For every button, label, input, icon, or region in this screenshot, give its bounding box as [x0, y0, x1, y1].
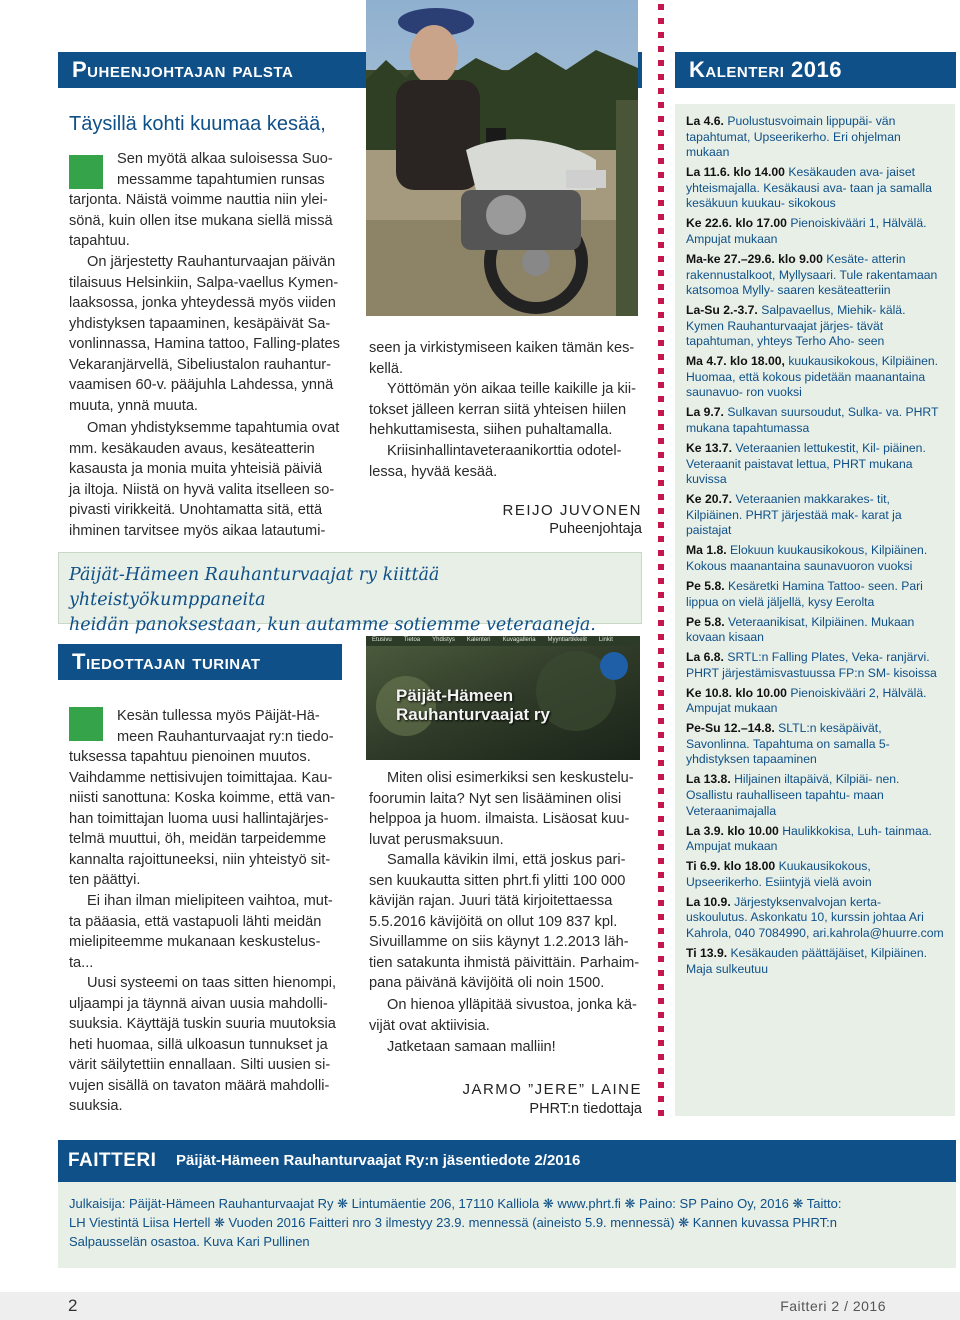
info-paragraph-1: [69, 706, 344, 891]
chair-paragraph-3: [69, 418, 344, 541]
calendar-entry: [686, 165, 950, 212]
info-paragraph-2: [69, 891, 344, 973]
info-signature-name: JARMO ”JERE” LAINE: [462, 1081, 642, 1098]
chair-p2-line: laaksossa, jonka yhteydessä myös viiden: [69, 295, 336, 311]
website-title: [396, 686, 550, 724]
page-number: 2: [68, 1296, 78, 1315]
calendar-entry-date: La 4.6.: [686, 114, 724, 128]
calendar-entry-text: Salpavaellus, Miehik- kälä. Kymen Rauhanturvaajat järjes- tävät tapahtuman, yhteys Terho Aho- seen: [686, 303, 906, 349]
calendar-entry-date: Ke 20.7.: [686, 492, 733, 507]
calendar-entry: [686, 492, 950, 539]
info-p3-line: suuksia. Käyttäjä tuskin suuria muutoksia: [69, 1016, 336, 1032]
calendar-entry-text: Kesäte- atterin rakennustalkoot, Myllysaari. Tule rakentamaan katsomoa Mylly- saaren kesäteatteriin: [686, 251, 938, 298]
website-screenshot: [366, 636, 640, 760]
info-column-header: Tiedottajan turinat: [58, 644, 342, 680]
calendar-entry-date: La 13.8.: [686, 772, 731, 787]
info-p3-line: uljaampi ja täynnä aivan uusia mahdolli-: [69, 995, 328, 1012]
calendar-entry-text: Veteraanien lettukestit, Kil- piäinen. Veteraanit paistavat lettua, PHRT mukana kuvissa: [686, 441, 926, 487]
info-p4-line: Miten olisi esimerkiksi sen keskustelu-: [387, 770, 634, 786]
info-p2-line: Ei ihan ilman mielipiteen vaihtoa, mut-: [87, 893, 333, 909]
calendar-entry-text: SRTL:n Falling Plates, Veka- ranjärvi. PHRT järjestämisvastuussa FP:n SM- kisoissa: [686, 650, 937, 680]
info-p1-line: niisti sanottuna: Koska koimme, että van-: [69, 790, 336, 806]
chair-p5-line: tokset jälleen kerran siitä yhteisen hiilen: [369, 401, 627, 418]
chair-p3-line: Oman yhdistyksemme tapahtumia ovat: [87, 420, 340, 436]
calendar-entry-text: Veteraanikisat, Kilpiäinen. Mukaan kovaan kisaan: [686, 614, 915, 645]
calendar-entry-text: Veteraanien makkarakes- tit, Kilpiäinen. PHRT järjestää mak- karat ja paistajat: [686, 492, 902, 538]
website-title-line: Rauhanturvaajat ry: [396, 705, 550, 724]
chair-p6-line: Kriisinhallintaveteraanikorttia odotel-: [387, 443, 622, 459]
chair-paragraph-5: [369, 379, 642, 441]
info-p5-line: pana päivänä kävijöitä oli noin 1500.: [369, 975, 605, 991]
sponsor-thanks-line: heidän panoksestaan, kun autamme sotiemme veteraaneja.: [69, 615, 596, 635]
calendar-entry: [686, 721, 950, 768]
calendar-header: Kalenteri 2016: [675, 52, 956, 88]
calendar-entry-date: Ma-ke 27.–29.6. klo 9.00: [686, 251, 823, 266]
info-p2-line: mielipiteemme mukanaan keskustelus-: [69, 934, 321, 950]
chairman-motorcycle-photo: [366, 0, 638, 316]
calendar-entry-text: Pienoiskivääri 2, Hälvälä. Ampujat mukaan: [686, 685, 927, 716]
info-p2-line: ta...: [69, 954, 94, 971]
calendar-entry: [686, 946, 950, 977]
info-p6-line: vijät ovat aktiivisia.: [369, 1017, 490, 1034]
calendar-entry-date: Ti 13.9.: [686, 945, 728, 960]
info-p1-line: meen Rauhanturvaajat ry:n tiedo-: [117, 728, 334, 745]
info-p1-line: telmä muuttui, öh, meidän tarpeidemme: [69, 831, 327, 847]
calendar-entry-date: La 10.9.: [686, 894, 731, 909]
calendar-entry-date: Pe-Su 12.–14.8.: [686, 721, 775, 736]
calendar-entry-text: Elokuun kuukausikokous, Kilpiäinen. Kokous maanantaina saunavuoron vuoksi: [686, 543, 928, 573]
calendar-entry-text: Kesäkauden ava- jaiset yhteismajalla. Kesäkausi ava- taan ja samalla kesäkuun kuukau- sikokous: [686, 165, 932, 211]
info-paragraph-7: [387, 1037, 642, 1058]
chair-p1-line: Sen myötä alkaa suloisessa Suo-: [117, 151, 333, 167]
chair-article-title: Täysillä kohti kuumaa kesää,: [69, 113, 326, 135]
calendar-entry-text: Järjestyksenvalvojan kerta- uskoulutus. Askonkatu 10, kurssin johtaa Ari Kahrola, 040 7084990, ari.kahrola@huurre.com: [686, 894, 944, 940]
chair-p4-line: seen ja virkistymiseen kaiken tämän kes-: [369, 340, 635, 356]
info-p4-line: helppoa ja huom. ilmaista. Lisäosat kuu-: [369, 811, 630, 827]
info-signature-role: PHRT:n tiedottaja: [529, 1101, 642, 1117]
chair-p4-line: kellä.: [369, 360, 404, 377]
website-nav-item: Tietoa: [403, 637, 421, 643]
calendar-entry-date: Pe 5.8.: [686, 614, 725, 629]
chair-p3-line: pivasti virikkeitä. Unohtamatta sitä, että: [69, 502, 323, 518]
info-p5-line: 5.5.2016 kävijöitä on ollut 109 837 kpl.: [369, 913, 618, 930]
info-paragraph-3: [69, 973, 344, 1117]
website-nav-item: Kalenteri: [466, 637, 491, 643]
info-p3-line: suuksia.: [69, 1098, 123, 1114]
chair-p3-line: mm. kesäkauden avaus, kesäteatterin: [69, 440, 315, 457]
calendar-entry-date: Ke 13.7.: [686, 441, 733, 456]
info-p1-line: Kesän tullessa myös Päijät-Hä-: [117, 708, 320, 724]
calendar-entry: [686, 303, 950, 350]
website-nav-item: Myyntiartikkelit: [547, 637, 587, 643]
calendar-entry: [686, 252, 950, 299]
calendar-list: [686, 114, 950, 982]
info-p1-line: ten päättyi.: [69, 872, 141, 888]
calendar-entry-text: Kesäkauden päättäjäiset, Kilpiäinen. Maja sulkeutuu: [686, 945, 927, 976]
calendar-entry-date: Ma 1.8.: [686, 543, 727, 558]
calendar-entry-date: La-Su 2.-3.7.: [686, 303, 758, 318]
info-p3-line: värit säilytettiin ennallaan. Silti uusien si-: [69, 1057, 331, 1073]
info-p5-line: sen kuukautta sitten phrt.fi ylitti 100 000: [369, 872, 626, 889]
calendar-entry-date: La 6.8.: [686, 650, 724, 665]
calendar-entry: [686, 114, 950, 161]
website-nav-item: Etusivu: [372, 637, 392, 643]
calendar-entry: [686, 686, 950, 717]
chair-p2-line: muuta, ynnä muuta.: [69, 397, 198, 414]
calendar-entry: [686, 772, 950, 819]
chair-p2-line: On järjestetty Rauhanturvaajan päivän: [87, 254, 336, 270]
calendar-entry-text: Pienoiskivääri 1, Hälvälä. Ampujat mukaan: [686, 216, 927, 246]
footer-colophon: [58, 1182, 956, 1268]
sponsor-thanks-line: Päijät-Hämeen Rauhanturvaajat ry kiittää yhteistyökumppaneita: [69, 565, 440, 610]
chair-p2-line: tilaisuus Helsinkiin, Salpa-vaellus Kymen-: [69, 274, 339, 291]
chair-p1-line: tapahtuu.: [69, 233, 130, 249]
calendar-entry-date: Pe 5.8.: [686, 578, 725, 593]
footer-subtitle: Päijät-Hämeen Rauhanturvaajat Ry:n jäsentiedote 2/2016: [176, 1152, 581, 1169]
info-p1-line: han toimittajan luoma uusi hallintajärjes-: [69, 810, 329, 827]
info-paragraph-5: [369, 850, 642, 994]
chair-paragraph-1: [69, 149, 344, 252]
info-p7-line: Jatketaan samaan malliin!: [387, 1039, 556, 1055]
calendar-entry-text: kuukausikokous, Kilpiäinen. Huomaa, että kokous pidetään maanantaina saunavuo- ron vuoksi: [686, 354, 939, 400]
issue-label: Faitteri 2 / 2016: [780, 1298, 886, 1314]
chair-signature-role: Puheenjohtaja: [549, 521, 642, 537]
info-p3-line: vujen sisällä on tavaton määrä mahdolli-: [69, 1077, 330, 1094]
calendar-entry-text: Puolustusvoimain lippupäi- vän tapahtumat, Upseerikerho. Eri ohjelman mukaan: [686, 114, 901, 160]
footer-title-bar: [58, 1140, 956, 1182]
info-p5-line: Sivuillamme on siis käynyt 1.2.2013 läh-: [369, 934, 629, 950]
calendar-entry-date: Ke 10.8. klo 10.00: [686, 685, 787, 700]
info-paragraph-4: [369, 768, 642, 850]
info-paragraph-6: [369, 995, 642, 1036]
info-p1-line: kannalta rajoittuneeksi, niin yhteistyö sit-: [69, 851, 331, 868]
calendar-entry-date: Ti 6.9. klo 18.00: [686, 859, 776, 874]
calendar-entry: [686, 579, 950, 610]
calendar-entry: [686, 650, 950, 681]
website-nav-item: Kuvagalleria: [502, 637, 536, 643]
chair-p2-line: Vekaranjärvellä, Sibeliustalon rauhantur-: [69, 356, 332, 373]
colophon-line: Julkaisija: Päijät-Hämeen Rauhanturvaajat Ry ❋ Lintumäentie 206, 17110 Kalliola ❋ www.phrt.fi ❋ Paino: SP Paino Oy, 2016 ❋ Taitto:: [69, 1196, 842, 1211]
chair-p3-line: ja iltoja. Niistä on hyvä valita itselleen so-: [69, 481, 335, 498]
calendar-panel: [675, 104, 955, 1116]
chair-p2-line: yhdistyksen tapaaminen, kesäpäivät Sa-: [69, 315, 331, 332]
website-nav-item: Yhdistys: [432, 637, 455, 643]
info-p5-line: kävijän rajan. Juuri tätä kirjoitettaessa: [369, 893, 613, 909]
info-p4-line: foorumin laita? Nyt sen lisääminen olisi: [369, 790, 622, 807]
page-footer-strip: [0, 1292, 960, 1320]
chair-p2-line: vonlinnassa, Hamina tattoo, Falling-plates: [69, 336, 340, 352]
calendar-entry-text: SLTL:n kesäpäivät, Savonlinna. Tapahtuma on samalla 5- yhdistyksen tapaaminen: [686, 721, 890, 767]
info-p5-line: tien satakunta ihmistä päivittäin. Parhaim-: [369, 954, 640, 971]
dotted-divider: [658, 4, 664, 1116]
chair-column-header: Puheenjohtajan palsta: [58, 52, 642, 88]
calendar-entry: [686, 543, 950, 574]
website-title-line: Päijät-Hämeen: [396, 686, 514, 705]
calendar-entry-date: Ma 4.7. klo 18.00,: [686, 354, 785, 369]
calendar-entry-date: La 3.9. klo 10.00: [686, 823, 779, 838]
info-p1-line: tuksessa tapahtuu pienoinen muutos.: [69, 749, 311, 765]
calendar-entry-text: Kesäretki Hamina Tattoo- seen. Pari lippua on vielä jäljellä, kysy Eerolta: [686, 578, 923, 609]
calendar-entry: [686, 615, 950, 646]
chair-p1-line: messamme tapahtumien runsas: [117, 171, 325, 188]
chair-p3-line: kasausta ja monia muita yhteisiä päiviä: [69, 461, 323, 477]
info-p1-line: Vaihdamme nettisivujen toimittajaa. Kau-: [69, 769, 333, 786]
chair-p2-line: vaamisen 60-v. pääjuhla Lahdessa, ynnä: [69, 377, 334, 393]
sponsor-thanks-box: [58, 552, 642, 635]
calendar-entry-date: La 9.7.: [686, 405, 724, 420]
chair-p1-line: tarjonta. Näistä voimme nauttia niin ylei-: [69, 192, 328, 208]
calendar-entry-date: La 11.6. klo 14.00: [686, 165, 785, 180]
calendar-entry: [686, 859, 950, 890]
calendar-entry-text: Hiljainen iltapäivä, Kilpiäi- nen. Osallistu rauhalliseen tapahtu- maan Veteraanimajalla: [686, 772, 900, 818]
info-p3-line: heti huomaa, sillä ulkoasun tunnukset ja: [69, 1036, 328, 1053]
website-nav: [372, 637, 613, 643]
calendar-entry-date: Ke 22.6. klo 17.00: [686, 216, 787, 231]
chair-p5-line: Yöttömän yön aikaa teille kaikille ja kii-: [387, 381, 637, 397]
calendar-entry: [686, 441, 950, 488]
info-p3-line: Uusi systeemi on taas sitten hienompi,: [87, 975, 337, 991]
calendar-entry-text: Haulikkokisa, Luh- tainmaa. Ampujat mukaan: [686, 823, 932, 854]
calendar-entry: [686, 354, 950, 401]
calendar-entry: [686, 895, 950, 942]
chair-p1-line: sönä, kuin ollen itse mukana siellä missä: [69, 212, 333, 229]
chair-paragraph-4: [369, 338, 642, 379]
chair-p5-line: hehkuttamisesta, siihen puhaltamalla.: [369, 422, 613, 438]
calendar-entry: [686, 216, 950, 247]
info-p6-line: On hienoa ylläpitää sivustoa, jonka kä-: [387, 997, 637, 1013]
footer-brand: FAITTERI: [68, 1150, 157, 1171]
calendar-entry-text: Kuukausikokous, Upseerikerho. Esiintyjä vielä avoin: [686, 859, 872, 889]
info-p5-line: Samalla kävikin ilmi, että joskus pari-: [387, 852, 626, 868]
website-nav-item: Linkit: [598, 637, 613, 643]
calendar-entry-text: Sulkavan suursoudut, Sulka- va. PHRT mukana tapahtumassa: [686, 405, 939, 436]
colophon-line: LH Viestintä Liisa Hertell ❋ Vuoden 2016 Faitteri nro 3 ilmestyy 23.9. mennessä (aineisto 5.9. mennessä) ❋ Kannen kuvassa PHRT:n: [69, 1215, 837, 1230]
info-p2-line: ta pääasia, että vastapuoli lähti meidän: [69, 913, 322, 930]
chair-paragraph-2: [69, 252, 344, 416]
chair-signature-name: REIJO JUVONEN: [502, 502, 642, 519]
calendar-entry: [686, 824, 950, 855]
calendar-entry: [686, 405, 950, 436]
info-p4-line: luvat perusmaksuun.: [369, 831, 504, 848]
chair-p6-line: lessa, hyvää kesää.: [369, 463, 498, 480]
chair-p3-line: ihminen tarvitsee myös aikaa latautumi-: [69, 522, 326, 539]
chair-paragraph-6: [369, 441, 642, 482]
colophon-line: Salpausselän osastoa. Kuva Kari Pullinen: [69, 1234, 310, 1249]
